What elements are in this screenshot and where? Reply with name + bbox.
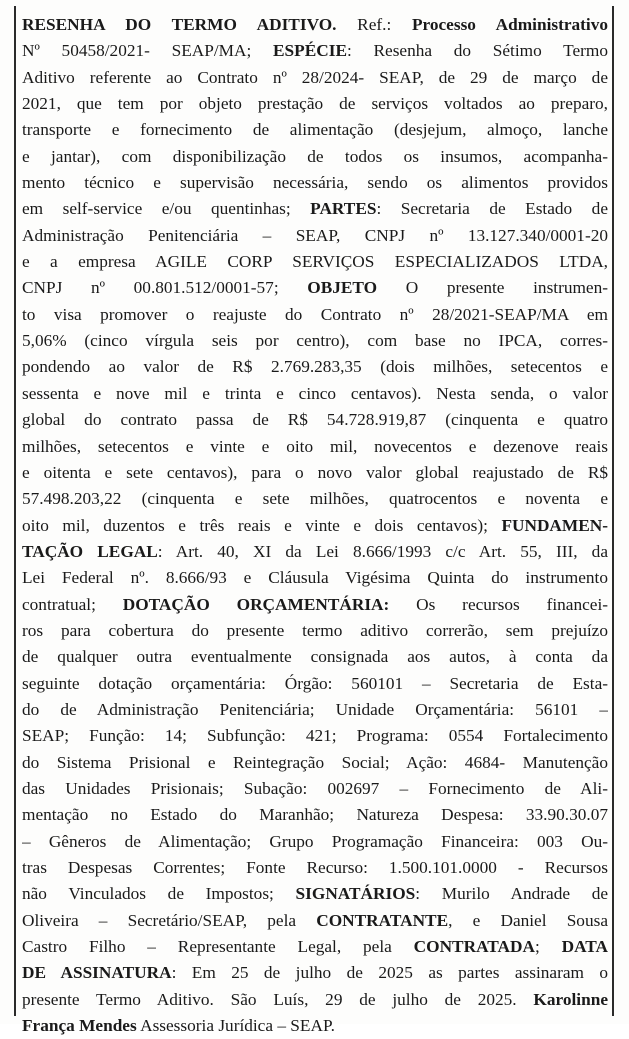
text-segment: ros para cobertura do presente termo aditivo correrão, sem prejuízo bbox=[22, 620, 608, 640]
text-segment: Assessoria Jurídica – SEAP. bbox=[136, 1016, 335, 1036]
text-segment: to visa promover o reajuste do Contrato nº 28/2021-SEAP/MA em bbox=[22, 304, 608, 324]
text-segment: O presente instrumen- bbox=[377, 278, 608, 298]
text-segment: não Vinculados de Impostos; bbox=[22, 884, 296, 904]
text-line bbox=[22, 960, 608, 986]
text-segment: e jantar), com disponibilização de todos os insumos, acompanha- bbox=[22, 146, 608, 166]
text-line bbox=[22, 829, 608, 855]
text-line bbox=[22, 881, 608, 907]
text-line bbox=[22, 223, 608, 249]
bold-segment: CONTRATADA bbox=[413, 937, 535, 957]
text-segment: contratual; bbox=[22, 594, 123, 614]
text-segment: : Em 25 de julho de 2025 as partes assinaram o bbox=[171, 963, 608, 983]
bold-segment: Processo Administrativo bbox=[411, 15, 608, 34]
termo-aditivo-text bbox=[22, 12, 608, 1039]
text-line bbox=[22, 908, 608, 934]
text-segment: Aditivo referente ao Contrato nº 28/2024- SEAP, de 29 de março de bbox=[22, 67, 608, 87]
text-line bbox=[22, 750, 608, 776]
text-segment: presente Termo Aditivo. São Luís, 29 de julho de 2025. bbox=[22, 989, 534, 1009]
text-line bbox=[22, 117, 608, 143]
text-segment: : Resenha do Sétimo Termo bbox=[346, 41, 608, 61]
text-line bbox=[22, 513, 608, 539]
text-line bbox=[22, 802, 608, 828]
text-segment: global do contrato passa de R$ 54.728.919,87 (cinquenta e quatro bbox=[22, 410, 608, 430]
bold-segment: SIGNATÁRIOS bbox=[295, 884, 416, 904]
bold-segment: FUNDAMEN- bbox=[501, 515, 608, 535]
text-line bbox=[22, 776, 608, 802]
text-segment: e a empresa AGILE CORP SERVIÇOS ESPECIALIZADOS LTDA, bbox=[22, 252, 608, 272]
text-line bbox=[22, 671, 608, 697]
text-line bbox=[22, 934, 608, 960]
bold-segment: França Mendes bbox=[22, 1016, 137, 1036]
bold-segment: TAÇÃO LEGAL bbox=[22, 541, 158, 561]
text-segment: Castro Filho – Representante Legal, pela bbox=[22, 937, 414, 957]
bold-segment: DE ASSINATURA bbox=[22, 963, 172, 983]
text-segment: e oitenta e sete centavos), para o novo valor global reajustado de R$ bbox=[22, 462, 608, 482]
bold-segment: ESPÉCIE bbox=[273, 41, 347, 61]
text-line bbox=[22, 407, 608, 433]
text-line bbox=[22, 91, 608, 117]
bold-segment: RESENHA DO TERMO ADITIVO. bbox=[22, 15, 337, 34]
text-segment: mentação no Estado do Maranhão; Natureza Despesa: 33.90.30.07 bbox=[22, 805, 608, 825]
text-segment: de qualquer outra eventualmente consignada aos autos, à conta da bbox=[22, 647, 608, 667]
text-segment: oito mil, duzentos e três reais e vinte e dois centavos); bbox=[22, 515, 502, 535]
text-segment: : Murilo Andrade de bbox=[415, 884, 608, 904]
text-segment: das Unidades Prisionais; Subação: 002697 – Fornecimento de Ali- bbox=[22, 778, 608, 798]
text-line bbox=[22, 539, 608, 565]
text-segment: Administração Penitenciária – SEAP, CNPJ nº 13.127.340/0001-20 bbox=[22, 225, 608, 245]
text-line bbox=[22, 697, 608, 723]
bold-segment: OBJETO bbox=[307, 278, 378, 298]
text-segment: , e Daniel Sousa bbox=[448, 910, 608, 930]
text-line bbox=[22, 144, 608, 170]
text-segment: Lei Federal nº. 8.666/93 e Cláusula Vigésima Quinta do instrumento bbox=[22, 568, 608, 588]
text-line bbox=[22, 354, 608, 380]
text-line bbox=[22, 460, 608, 486]
text-line bbox=[22, 328, 608, 354]
bold-segment: CONTRATANTE bbox=[316, 910, 449, 930]
text-segment: : Art. 40, XI da Lei 8.666/1993 c/c Art. 55, III, da bbox=[157, 541, 608, 561]
text-segment: ; bbox=[534, 937, 562, 957]
text-segment: Oliveira – Secretário/SEAP, pela bbox=[22, 910, 317, 930]
text-segment: do Sistema Prisional e Reintegração Social; Ação: 4684- Manutenção bbox=[22, 752, 608, 772]
text-line bbox=[22, 381, 608, 407]
text-segment: Ref.: bbox=[336, 15, 412, 34]
text-line bbox=[22, 249, 608, 275]
text-segment: CNPJ nº 00.801.512/0001-57; bbox=[22, 278, 308, 298]
text-segment: Os recursos financei- bbox=[389, 594, 608, 614]
bold-segment: DATA bbox=[561, 937, 608, 957]
text-segment: 5,06% (cinco vírgula seis por centro), com base no IPCA, corres- bbox=[22, 331, 608, 351]
text-segment: Nº 50458/2021- SEAP/MA; bbox=[22, 41, 274, 61]
text-line bbox=[22, 565, 608, 591]
text-segment: seguinte dotação orçamentária: Órgão: 560101 – Secretaria de Esta- bbox=[22, 673, 608, 693]
text-segment: SEAP; Função: 14; Subfunção: 421; Programa: 0554 Fortalecimento bbox=[22, 726, 608, 746]
text-segment: 2021, que tem por objeto prestação de serviços voltados ao preparo, bbox=[22, 94, 608, 114]
text-segment: sessenta e nove mil e trinta e cinco centavos). Nesta senda, o valor bbox=[22, 383, 608, 403]
bold-segment: PARTES bbox=[310, 199, 377, 219]
text-line bbox=[22, 302, 608, 328]
text-line bbox=[22, 644, 608, 670]
text-segment: transporte e fornecimento de alimentação (desjejum, almoço, lanche bbox=[22, 120, 608, 140]
text-segment: mento técnico e supervisão necessária, sendo os alimentos providos bbox=[22, 173, 608, 193]
text-line bbox=[22, 65, 608, 91]
text-line bbox=[22, 592, 608, 618]
text-line bbox=[22, 196, 608, 222]
text-line bbox=[22, 170, 608, 196]
text-segment: milhões, setecentos e vinte e oito mil, novecentos e dezenove reais bbox=[22, 436, 608, 456]
text-line bbox=[22, 38, 608, 64]
text-line bbox=[22, 275, 608, 301]
text-segment: do de Administração Penitenciária; Unidade Orçamentária: 56101 – bbox=[22, 699, 608, 719]
text-segment: pondendo ao valor de R$ 2.769.283,35 (dois milhões, setecentos e bbox=[22, 357, 608, 377]
text-segment: tras Despesas Correntes; Fonte Recurso: 1.500.101.0000 - Recursos bbox=[22, 858, 608, 877]
text-line bbox=[22, 1013, 608, 1039]
text-segment: : Secretaria de Estado de bbox=[376, 199, 608, 219]
text-line bbox=[22, 434, 608, 460]
text-line bbox=[22, 618, 608, 644]
text-line bbox=[22, 486, 608, 512]
text-segment: 57.498.203,22 (cinquenta e sete milhões, quatrocentos e noventa e bbox=[22, 489, 608, 509]
bold-segment: DOTAÇÃO ORÇAMENTÁRIA: bbox=[122, 594, 390, 614]
text-line bbox=[22, 12, 608, 38]
text-segment: em self-service e/ou quentinhas; bbox=[22, 199, 311, 219]
text-line bbox=[22, 855, 608, 881]
text-line bbox=[22, 723, 608, 749]
text-line bbox=[22, 987, 608, 1013]
text-segment: – Gêneros de Alimentação; Grupo Programação Financeira: 003 Ou- bbox=[22, 831, 608, 851]
bold-segment: Karolinne bbox=[533, 989, 608, 1009]
